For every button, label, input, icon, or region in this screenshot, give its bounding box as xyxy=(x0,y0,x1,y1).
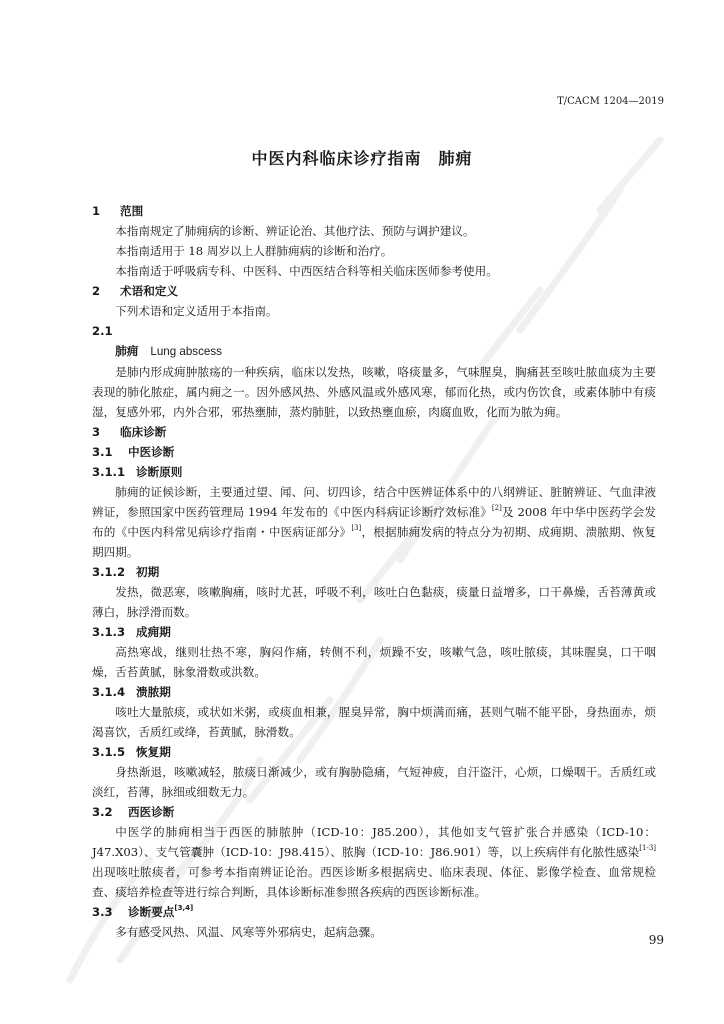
section-title: 临床诊断 xyxy=(120,425,167,439)
document-body xyxy=(92,201,656,942)
paragraph: 咳吐大量脓痰，或状如米粥，或痰血相兼，腥臭异常，胸中烦满而痛，甚则气喘不能平卧，身热面赤，烦渴喜饮，舌质红或绛，苔黄腻，脉滑数。 xyxy=(92,705,656,739)
paragraph: 本指南适用于 18 周岁以上人群肺痈病的诊断和治疗。 xyxy=(115,244,393,258)
text-segment: ，根据肺痈发病的特点分为初期、成痈期、溃脓期、恢复期四期。 xyxy=(92,525,656,559)
text-segment: 出现咳吐脓痰者，可参考本指南辨证论治。西医诊断多根据病史、临床表现、体征、影像学检查、血常规检查、痰培养检查等进行综合判断，具体诊断标准参照各疾病的西医诊断标准。 xyxy=(92,865,656,899)
section-title: 溃脓期 xyxy=(136,685,171,699)
section-number: 3.1.3 xyxy=(92,625,126,639)
text-segment: 肺痈的证候诊断，主要通过望、闻、问、切四诊，结合中医辨证体系中的八纲辨证、脏腑辨证、气血津液辨证，参照国家中医药管理局 1994 年发布的《中医内科病证诊断疗效标准》 xyxy=(92,485,656,519)
section-number: 3.1.2 xyxy=(92,565,126,579)
section-number: 2.1 xyxy=(92,324,113,338)
section-title: 恢复期 xyxy=(136,745,171,759)
term-english: Lung abscess xyxy=(150,345,222,358)
section-title: 西医诊断 xyxy=(128,805,175,819)
citation: [1-3] xyxy=(639,844,656,852)
paragraph: 多有感受风热、风温、风寒等外邪病史，起病急骤。 xyxy=(115,925,382,939)
subsection-3-1-2-heading xyxy=(92,562,656,582)
subsection-3-3-heading xyxy=(92,902,656,922)
subsection-3-1-4-heading xyxy=(92,682,656,702)
section-number: 3.3 xyxy=(92,905,113,919)
section-number: 3.1.5 xyxy=(92,745,126,759)
page-title: 中医内科临床诊疗指南 肺痈 xyxy=(251,149,473,168)
subsection-3-1-5-heading xyxy=(92,742,656,762)
section-title: 中医诊断 xyxy=(128,445,175,459)
subsection-3-1-3-heading xyxy=(92,622,656,642)
paragraph: 本指南适于呼吸病专科、中医科、中西医结合科等相关临床医师参考使用。 xyxy=(115,264,498,278)
page-number: 99 xyxy=(648,933,664,947)
section-number: 3.2 xyxy=(92,805,113,819)
text-segment: 及 2008 年中华中医药学会发布的《中医内科常见病诊疗指南・中医病证部分》 xyxy=(92,505,656,539)
paragraph: 发热，微恶寒，咳嗽胸痛，咳时尤甚，呼吸不利，咳吐白色黏痰，痰量日益增多，口干鼻燥，舌苔薄黄或薄白，脉浮滑而数。 xyxy=(92,585,656,619)
paragraph xyxy=(92,482,656,562)
subsection-3-2-heading xyxy=(92,802,656,822)
paragraph: 下列术语和定义适用于本指南。 xyxy=(115,304,278,318)
subsection-3-1-1-heading xyxy=(92,462,656,482)
citation: [3,4] xyxy=(174,904,194,912)
section-number: 3 xyxy=(92,425,101,439)
section-title: 诊断原则 xyxy=(136,465,183,479)
section-number: 2 xyxy=(92,284,101,298)
paragraph: 本指南规定了肺痈病的诊断、辨证论治、其他疗法、预防与调护建议。 xyxy=(115,224,475,238)
text-segment: 中医学的肺痈相当于西医的肺脓肿（ICD-10：J85.200），其他如支气管扩张合并感染（ICD-10：J47.X03）、支气管囊肿（ICD-10：J98.415）、脓胸（ICD-10：J86.901）等，以上疾病伴有化脓性感染 xyxy=(92,825,656,859)
subsection-3-1-heading xyxy=(92,442,656,462)
citation: [3] xyxy=(351,524,362,532)
section-title: 成痈期 xyxy=(136,625,171,639)
section-number: 3.1.1 xyxy=(92,465,126,479)
term-chinese: 肺痈 xyxy=(115,344,139,358)
standard-code: T/CACM 1204—2019 xyxy=(557,96,664,107)
section-title: 术语和定义 xyxy=(120,284,178,298)
section-number: 3.1.4 xyxy=(92,685,126,699)
term-entry xyxy=(92,341,656,362)
section-title: 诊断要点 xyxy=(128,905,175,919)
section-2-heading xyxy=(92,281,656,301)
section-1-heading xyxy=(92,201,656,221)
citation: [2] xyxy=(491,504,502,512)
paragraph: 身热渐退，咳嗽减轻，脓痰日渐减少，或有胸胁隐痛，气短神疲，自汗盗汗，心烦，口燥咽干。舌质红或淡红，苔薄，脉细或细数无力。 xyxy=(92,765,656,799)
term-definition: 是肺内形成痈肿脓疡的一种疾病，临床以发热，咳嗽，咯痰量多，气味腥臭，胸痛甚至咳吐脓血痰为主要表现的肺化脓症，属内痈之一。因外感风热、外感风温或外感风寒，郁而化热，或内伤饮食，或素体肺中有痰湿，复感外邪，内外合邪，邪热壅肺，蒸灼肺脏，以致热壅血瘀，肉腐血败，化而为脓为痈。 xyxy=(92,365,656,419)
section-number: 1 xyxy=(92,204,101,218)
section-number: 3.1 xyxy=(92,445,113,459)
section-title: 范围 xyxy=(120,204,144,218)
paragraph xyxy=(92,822,656,902)
section-title: 初期 xyxy=(136,565,160,579)
subsection-2-1-heading xyxy=(92,321,656,341)
section-3-heading xyxy=(92,422,656,442)
paragraph: 高热寒战，继则壮热不寒，胸闷作痛，转侧不利，烦躁不安，咳嗽气急，咳吐脓痰，其味腥臭，口干咽燥，舌苔黄腻，脉象滑数或洪数。 xyxy=(92,645,656,679)
